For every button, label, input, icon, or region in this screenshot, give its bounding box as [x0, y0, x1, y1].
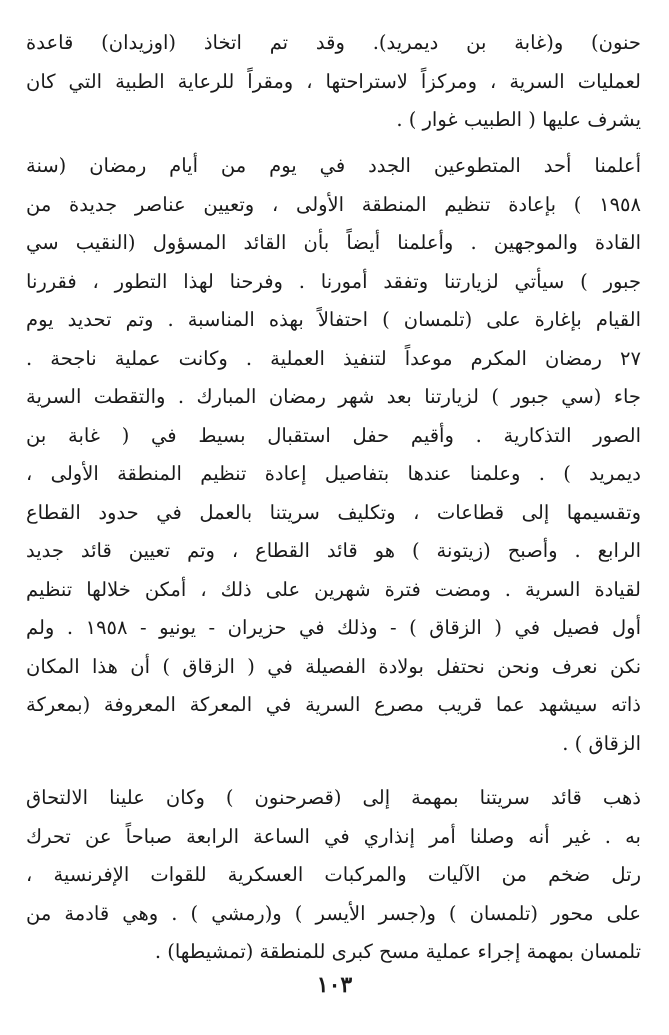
text-line: لقيادة السرية . ومضت فترة شهرين على ذلك ، أمكن خلالها تنظيم — [26, 577, 641, 601]
text-line: جاء (سي جبور ) لزيارتنا بعد شهر رمضان المبارك . والتقطت السرية — [26, 385, 641, 408]
text-line: الرابع . وأصبح (زيتونة ) هو قائد القطاع ، وتم تعيين قائد جديد — [26, 539, 641, 562]
page-number: ١٠٣ — [316, 972, 353, 998]
paragraph-2 — [26, 147, 641, 763]
text-line: حنون) و(غابة بن ديمريد). وقد تم اتخاذ (اوزيدان) قاعدة — [26, 31, 641, 54]
text-line: أعلمنا أحد المتطوعين الجدد في يوم من أيام رمضان (سنة — [26, 154, 641, 177]
text-line: أول فصيل في ( الزقاق ) - وذلك في حزيران - يونيو - ١٩٥٨ . ولم — [26, 616, 641, 639]
text-line: الزقاق ) . — [562, 731, 641, 755]
text-line: على محور (تلمسان ) و(جسر الأيسر ) و(رمشي ) . وهي قادمة من — [26, 901, 641, 925]
text-line: يشرف عليها ( الطبيب غوار ) . — [396, 108, 641, 131]
paragraph-3 — [26, 779, 641, 972]
text-line: جبور ) سيأتي لزيارتنا وتفقد أمورنا . وفرحنا لهذا التطور ، فقررنا — [26, 269, 641, 293]
book-page — [26, 24, 641, 1035]
text-line: به . غير أنه وصلنا أمر إنذاري في الساعة الرابعة صباحاً عن تحرك — [26, 824, 641, 848]
text-line: لعمليات السرية ، ومركزاً لاستراحتها ، ومقراً للرعاية الطبية التي كان — [26, 69, 641, 93]
text-line: الصور التذكارية . وأقيم حفل استقبال بسيط في ( غابة بن — [26, 423, 641, 447]
text-line: القادة والموجهين . وأعلمنا أيضاً بأن القائد المسؤول (النقيب سي — [26, 231, 641, 254]
text-line: رتل ضخم من الآليات والمركبات العسكرية للقوات الإفرنسية ، — [26, 863, 641, 886]
text-line: ذهب قائد سريتنا بمهمة إلى (قصرحنون ) وكان علينا الالتحاق — [26, 786, 641, 809]
paragraph-1 — [26, 24, 641, 140]
text-line: القيام بإغارة على (تلمسان ) احتفالاً بهذه المناسبة . وتم تحديد يوم — [26, 308, 641, 331]
text-line: نكن نعرف ونحن نحتفل بولادة الفصيلة في ( الزقاق ) أن هذا المكان — [26, 654, 641, 678]
text-line: ذاته سيشهد عما قريب مصرع السرية في المعركة المعروفة (بمعركة — [26, 693, 641, 716]
text-line: ١٩٥٨ ) بإعادة تنظيم المنطقة الأولى ، وتعيين عناصر جديدة من — [26, 192, 641, 216]
text-line: ٢٧ رمضان المكرم موعداً لتنفيذ العملية . وكانت عملية ناجحة . — [26, 346, 641, 370]
text-line: وتقسيمها إلى قطاعات ، وتكليف سريتنا بالعمل في حدود القطاع — [26, 500, 641, 524]
text-line: تلمسان بمهمة إجراء عملية مسح كبرى للمنطقة (تمشيطها) . — [154, 940, 641, 963]
text-line: ديمريد ) . وعلمنا عندها بتفاصيل إعادة تنظيم المنطقة الأولى ، — [26, 462, 641, 485]
